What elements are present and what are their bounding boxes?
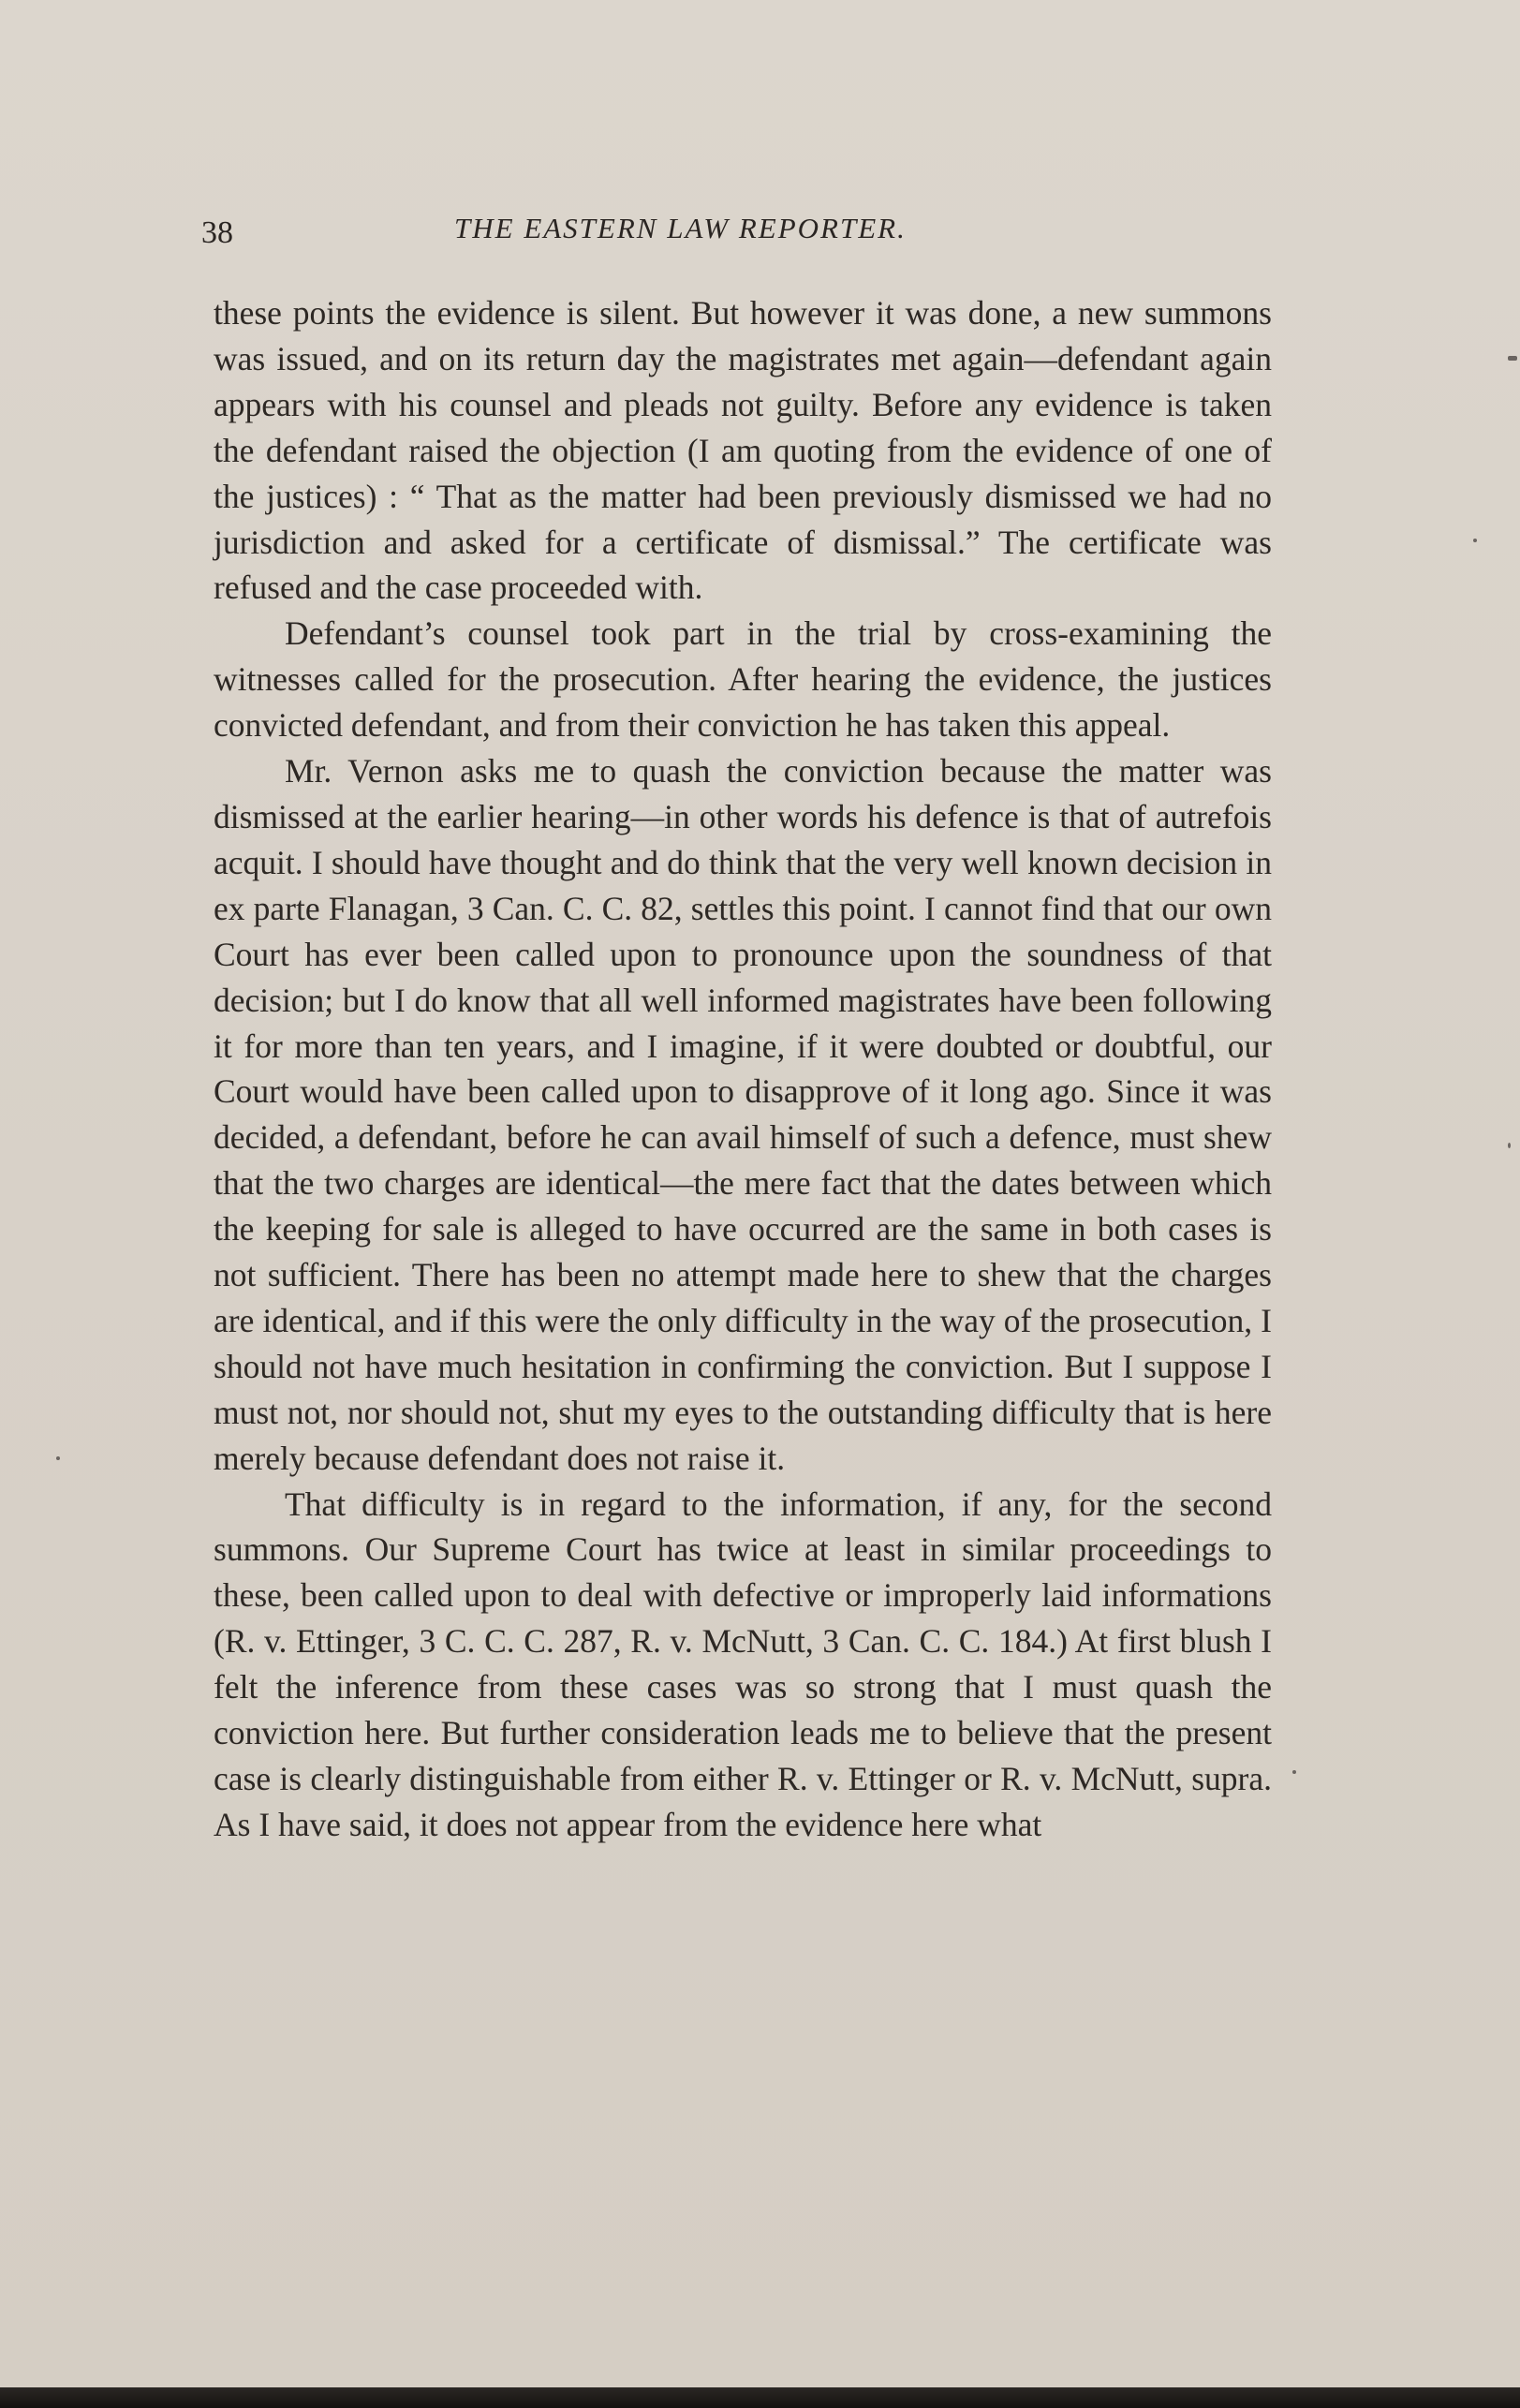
paper-speck	[56, 1456, 60, 1460]
paper-speck	[1292, 1770, 1296, 1774]
page-bottom-edge	[0, 2387, 1520, 2408]
paragraph: That difficulty is in regard to the information, if any, for the second summons. Our Supreme Court has twice at least in similar proceedings to these, been called upon to deal with defective or improperly laid informations (R. v. Ettinger, 3 C. C. C. 287, R. v. McNutt, 3 Can. C. C. 184.) At first blush I felt the inference from these cases was so strong that I must quash the conviction here. But further consideration leads me to believe that the present case is clearly distinguishable from either R. v. Ettinger or R. v. McNutt, supra. As I have said, it does not appear from the evidence here what	[214, 1485, 1272, 1843]
paper-speck	[1508, 356, 1517, 361]
paragraph: Defendant’s counsel took part in the trial by cross-examining the witnesses called for the prosecution. After hearing the evidence, the justices convicted defendant, and from their conviction he has taken this appeal.	[214, 614, 1272, 745]
running-title: THE EASTERN LAW REPORTER.	[454, 212, 907, 244]
paper-speck	[1508, 1143, 1511, 1148]
page-header	[201, 204, 1269, 251]
paragraph: Mr. Vernon asks me to quash the conviction because the matter was dismissed at the earlier hearing—in other words his defence is that of autrefois acquit. I should have thought and do think that the very well known decision in ex parte Flanagan, 3 Can. C. C. 82, settles this point. I cannot find that our own Court has ever been called upon to pronounce upon the soundness of that decision; but I do know that all well informed magistrates have been following it for more than ten years, and I imagine, if it were doubted or doubtful, our Court would have been called upon to disapprove of it long ago. Since it was decided, a defendant, before he can avail himself of such a defence, must shew that the two charges are identical—the mere fact that the dates between which the keeping for sale is alleged to have occurred are the same in both cases is not sufficient. There has been no attempt made here to shew that the charges are identical, and if this were the only difficulty in the way of the prosecution, I should not have much hesitation in confirming the conviction. But I suppose I must not, nor should not, shut my eyes to the outstanding difficulty that is here merely because defendant does not raise it.	[214, 752, 1272, 1477]
page-number: 38	[201, 215, 233, 250]
body-text	[214, 290, 1272, 1848]
paper-speck	[1473, 539, 1477, 542]
paragraph-continued: these points the evidence is silent. But however it was done, a new summons was issued, and on its return day the magistrates met again—defendant again appears with his counsel and pleads not guilty. Before any evidence is taken the defendant raised the objection (I am quoting from the evidence of one of the justices) : “ That as the matter had been previously dismissed we had no jurisdiction and asked for a certificate of dismissal.” The certificate was refused and the case proceeded with.	[214, 294, 1272, 607]
